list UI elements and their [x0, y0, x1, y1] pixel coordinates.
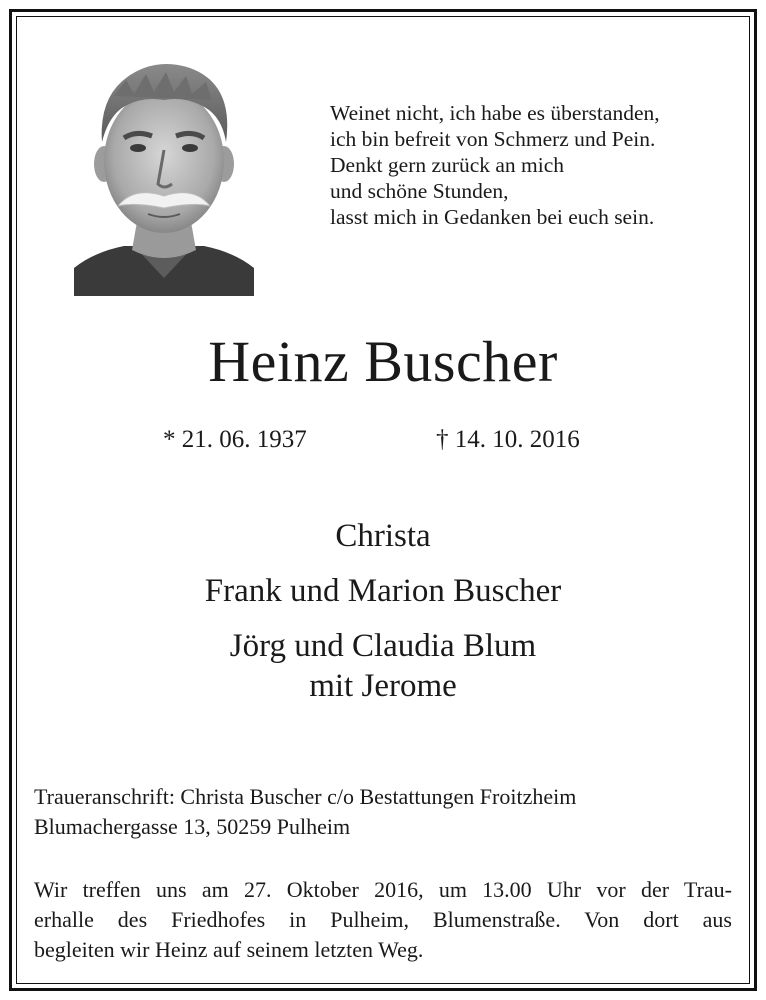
notice-line: Wir treffen uns am 27. Oktober 2016, um 13.00 Uhr vor der Trau-	[34, 877, 732, 902]
notice-line: erhalle des Friedhofes in Pulheim, Blumenstraße. Von dort aus	[34, 907, 732, 932]
address-line: Blumachergasse 13, 50259 Pulheim	[34, 814, 351, 839]
address-line: Traueranschrift: Christa Buscher c/o Bestattungen Froitzheim	[34, 784, 577, 809]
poem-line: und schöne Stunden,	[330, 179, 509, 203]
mourner-line: Christa	[335, 518, 431, 554]
death-date: † 14. 10. 2016	[436, 426, 580, 453]
birth-date: * 21. 06. 1937	[163, 426, 307, 453]
mourners-list	[0, 516, 766, 706]
portrait-photo	[74, 46, 254, 296]
poem-line: Weinet nicht, ich habe es überstanden,	[330, 101, 660, 125]
mourner-line: Jörg und Claudia Blum	[229, 628, 537, 664]
mourner-line: mit Jerome	[309, 668, 457, 704]
mourning-address	[34, 782, 576, 842]
mourner-line: Frank und Marion Buscher	[204, 573, 562, 609]
funeral-notice	[34, 875, 732, 965]
notice-line: begleiten wir Heinz auf seinem letzten Weg.	[34, 937, 424, 962]
deceased-name: Heinz Buscher	[208, 329, 558, 394]
poem-line: Denkt gern zurück an mich	[330, 153, 565, 177]
memorial-poem	[330, 100, 750, 230]
poem-line: lasst mich in Gedanken bei euch sein.	[330, 205, 655, 229]
poem-line: ich bin befreit von Schmerz und Pein.	[330, 127, 656, 151]
